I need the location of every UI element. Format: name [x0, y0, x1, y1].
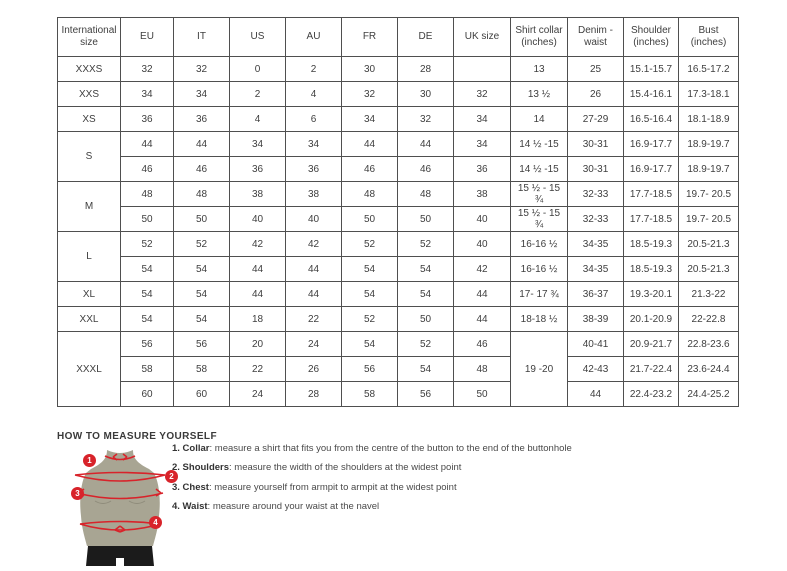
- table-cell: 18.5-19.3: [624, 232, 679, 257]
- table-cell: XXXS: [58, 57, 121, 82]
- table-row: [58, 107, 739, 132]
- table-cell: 48: [121, 182, 174, 207]
- table-cell: 50: [398, 307, 454, 332]
- table-cell: 50: [174, 207, 230, 232]
- table-cell: M: [58, 182, 121, 232]
- column-header: IT: [174, 18, 230, 57]
- table-cell: 34-35: [568, 257, 624, 282]
- table-cell: 34: [286, 132, 342, 157]
- table-row: [58, 307, 739, 332]
- table-cell: 4: [230, 107, 286, 132]
- table-cell: 44: [454, 307, 511, 332]
- table-cell: 13: [511, 57, 568, 82]
- table-cell: 54: [121, 282, 174, 307]
- column-header: Bust (inches): [679, 18, 739, 57]
- table-cell: 54: [174, 307, 230, 332]
- table-cell: 44: [286, 282, 342, 307]
- column-header: AU: [286, 18, 342, 57]
- table-cell: 54: [342, 282, 398, 307]
- table-cell: 17.7-18.5: [624, 207, 679, 232]
- measure-step: 4. Waist: measure around your waist at the navel: [172, 501, 380, 513]
- table-cell: 48: [174, 182, 230, 207]
- table-cell: 56: [342, 357, 398, 382]
- table-row: [58, 257, 739, 282]
- table-row: [58, 357, 739, 382]
- measure-step: 1. Collar: measure a shirt that fits you from the centre of the button to the end of the buttonhole: [172, 443, 572, 454]
- table-row: [58, 382, 739, 407]
- table-cell: 40: [454, 207, 511, 232]
- table-cell: 36: [121, 107, 174, 132]
- table-cell: 44: [230, 282, 286, 307]
- table-cell: 54: [398, 257, 454, 282]
- table-cell: 34: [454, 107, 511, 132]
- table-cell: 54: [398, 282, 454, 307]
- table-cell: 34: [342, 107, 398, 132]
- table-cell: 42-43: [568, 357, 624, 382]
- table-cell: 24.4-25.2: [679, 382, 739, 407]
- table-cell: 38: [286, 182, 342, 207]
- table-cell: 17.7-18.5: [624, 182, 679, 207]
- table-cell: 32: [454, 82, 511, 107]
- table-cell: 14: [511, 107, 568, 132]
- table-cell: 44: [398, 132, 454, 157]
- table-cell: 15.1-15.7: [624, 57, 679, 82]
- table-cell: 48: [454, 357, 511, 382]
- table-cell: 44: [342, 132, 398, 157]
- table-cell: 22-22.8: [679, 307, 739, 332]
- figure-badge-waist: 4: [149, 516, 162, 529]
- table-cell: 52: [174, 232, 230, 257]
- table-cell: 38: [454, 182, 511, 207]
- table-cell: 24: [230, 382, 286, 407]
- table-cell: 19 -20: [511, 332, 568, 407]
- table-cell: 52: [398, 332, 454, 357]
- table-cell: 23.6-24.4: [679, 357, 739, 382]
- table-cell: 42: [454, 257, 511, 282]
- table-cell: 16.9-17.7: [624, 132, 679, 157]
- table-cell: 21.3-22: [679, 282, 739, 307]
- table-cell: 19.7- 20.5: [679, 207, 739, 232]
- column-header: US: [230, 18, 286, 57]
- table-cell: 34: [174, 82, 230, 107]
- table-cell: 44: [230, 257, 286, 282]
- table-cell: 32: [398, 107, 454, 132]
- table-cell: 34: [230, 132, 286, 157]
- column-header: UK size: [454, 18, 511, 57]
- table-cell: 17.3-18.1: [679, 82, 739, 107]
- table-cell: 19.3-20.1: [624, 282, 679, 307]
- table-cell: 25: [568, 57, 624, 82]
- table-cell: 20.5-21.3: [679, 257, 739, 282]
- size-chart-table: [57, 17, 739, 407]
- table-cell: 46: [174, 157, 230, 182]
- table-cell: 48: [342, 182, 398, 207]
- table-cell: 36: [286, 157, 342, 182]
- table-cell: 15 ½ - 15 ¾: [511, 207, 568, 232]
- measure-step: 3. Chest: measure yourself from armpit to armpit at the widest point: [172, 481, 457, 493]
- column-header: EU: [121, 18, 174, 57]
- table-row: [58, 332, 739, 357]
- table-cell: 48: [398, 182, 454, 207]
- table-cell: 42: [230, 232, 286, 257]
- column-header: Shoulder (inches): [624, 18, 679, 57]
- table-cell: 32-33: [568, 207, 624, 232]
- table-cell: 20.1-20.9: [624, 307, 679, 332]
- table-cell: 54: [121, 257, 174, 282]
- table-cell: XXXL: [58, 332, 121, 407]
- table-cell: 44: [174, 132, 230, 157]
- table-cell: 22: [286, 307, 342, 332]
- table-cell: 32: [342, 82, 398, 107]
- table-cell: 18-18 ½: [511, 307, 568, 332]
- table-cell: XXL: [58, 307, 121, 332]
- table-row: [58, 182, 739, 207]
- table-cell: 26: [286, 357, 342, 382]
- size-chart-body: [58, 57, 739, 407]
- table-cell: 20.5-21.3: [679, 232, 739, 257]
- table-cell: [454, 57, 511, 82]
- table-cell: 28: [398, 57, 454, 82]
- measure-steps-list: [172, 444, 652, 522]
- table-cell: 34: [454, 132, 511, 157]
- column-header: DE: [398, 18, 454, 57]
- shorts-shape: [86, 546, 154, 566]
- table-row: [58, 82, 739, 107]
- table-cell: 13 ½: [511, 82, 568, 107]
- table-cell: 20.9-21.7: [624, 332, 679, 357]
- table-cell: 18.9-19.7: [679, 132, 739, 157]
- table-cell: 44: [121, 132, 174, 157]
- table-cell: 52: [398, 232, 454, 257]
- column-header: FR: [342, 18, 398, 57]
- table-cell: 30-31: [568, 132, 624, 157]
- table-cell: XXS: [58, 82, 121, 107]
- table-cell: 15 ½ - 15 ¾: [511, 182, 568, 207]
- table-cell: 52: [342, 307, 398, 332]
- table-cell: 58: [342, 382, 398, 407]
- table-cell: 38: [230, 182, 286, 207]
- table-cell: 32: [174, 57, 230, 82]
- column-header: Shirt collar (inches): [511, 18, 568, 57]
- table-cell: 46: [121, 157, 174, 182]
- table-cell: 19.7- 20.5: [679, 182, 739, 207]
- table-cell: 16.5-16.4: [624, 107, 679, 132]
- table-cell: XL: [58, 282, 121, 307]
- table-cell: 40-41: [568, 332, 624, 357]
- table-cell: 44: [286, 257, 342, 282]
- size-chart-section: [57, 17, 739, 407]
- table-cell: 58: [121, 357, 174, 382]
- table-cell: 56: [398, 382, 454, 407]
- table-row: [58, 157, 739, 182]
- table-cell: 34-35: [568, 232, 624, 257]
- figure-badge-chest: 3: [71, 487, 84, 500]
- table-row: [58, 207, 739, 232]
- table-cell: 32-33: [568, 182, 624, 207]
- table-cell: 50: [398, 207, 454, 232]
- table-cell: 30: [398, 82, 454, 107]
- figure-badge-shoulders: 2: [165, 470, 178, 483]
- table-cell: 4: [286, 82, 342, 107]
- table-cell: 54: [342, 332, 398, 357]
- table-cell: 22.8-23.6: [679, 332, 739, 357]
- measure-step: 2. Shoulders: measure the width of the shoulders at the widest point: [172, 462, 462, 474]
- table-cell: 36: [230, 157, 286, 182]
- figure-badge-collar: 1: [83, 454, 96, 467]
- table-row: [58, 282, 739, 307]
- table-cell: 32: [121, 57, 174, 82]
- table-cell: 34: [121, 82, 174, 107]
- table-cell: 44: [454, 282, 511, 307]
- table-cell: 52: [121, 232, 174, 257]
- table-cell: 18.1-18.9: [679, 107, 739, 132]
- table-cell: 15.4-16.1: [624, 82, 679, 107]
- table-cell: 36: [454, 157, 511, 182]
- table-cell: 16-16 ½: [511, 232, 568, 257]
- table-cell: 54: [174, 282, 230, 307]
- table-cell: 50: [454, 382, 511, 407]
- table-cell: 50: [121, 207, 174, 232]
- table-cell: L: [58, 232, 121, 282]
- table-cell: 36-37: [568, 282, 624, 307]
- table-cell: 18.5-19.3: [624, 257, 679, 282]
- table-cell: 46: [398, 157, 454, 182]
- table-cell: 40: [454, 232, 511, 257]
- table-cell: 56: [121, 332, 174, 357]
- table-cell: 22.4-23.2: [624, 382, 679, 407]
- table-cell: 30: [342, 57, 398, 82]
- table-cell: 14 ½ -15: [511, 132, 568, 157]
- table-row: [58, 232, 739, 257]
- table-cell: 46: [342, 157, 398, 182]
- table-cell: 54: [398, 357, 454, 382]
- table-cell: 2: [230, 82, 286, 107]
- table-cell: 54: [174, 257, 230, 282]
- table-cell: 27-29: [568, 107, 624, 132]
- table-cell: 60: [174, 382, 230, 407]
- table-cell: 24: [286, 332, 342, 357]
- table-cell: 18.9-19.7: [679, 157, 739, 182]
- table-cell: XS: [58, 107, 121, 132]
- table-cell: 60: [121, 382, 174, 407]
- table-cell: 26: [568, 82, 624, 107]
- size-chart-header-row: [58, 18, 739, 57]
- table-cell: 22: [230, 357, 286, 382]
- table-cell: 54: [342, 257, 398, 282]
- table-cell: 58: [174, 357, 230, 382]
- table-cell: 56: [174, 332, 230, 357]
- table-cell: 2: [286, 57, 342, 82]
- column-header: Denim - waist: [568, 18, 624, 57]
- table-cell: 14 ½ -15: [511, 157, 568, 182]
- table-cell: 18: [230, 307, 286, 332]
- table-row: [58, 132, 739, 157]
- table-cell: S: [58, 132, 121, 182]
- table-cell: 21.7-22.4: [624, 357, 679, 382]
- how-to-measure-title: HOW TO MEASURE YOURSELF: [57, 431, 217, 442]
- table-cell: 44: [568, 382, 624, 407]
- table-cell: 17- 17 ¾: [511, 282, 568, 307]
- table-cell: 16.9-17.7: [624, 157, 679, 182]
- table-cell: 30-31: [568, 157, 624, 182]
- table-cell: 6: [286, 107, 342, 132]
- table-cell: 50: [342, 207, 398, 232]
- table-cell: 28: [286, 382, 342, 407]
- table-row: [58, 57, 739, 82]
- table-cell: 16-16 ½: [511, 257, 568, 282]
- table-cell: 40: [286, 207, 342, 232]
- table-cell: 36: [174, 107, 230, 132]
- table-cell: 52: [342, 232, 398, 257]
- table-cell: 40: [230, 207, 286, 232]
- table-cell: 54: [121, 307, 174, 332]
- table-cell: 0: [230, 57, 286, 82]
- table-cell: 42: [286, 232, 342, 257]
- table-cell: 38-39: [568, 307, 624, 332]
- table-cell: 20: [230, 332, 286, 357]
- table-cell: 46: [454, 332, 511, 357]
- table-cell: 16.5-17.2: [679, 57, 739, 82]
- column-header: International size: [58, 18, 121, 57]
